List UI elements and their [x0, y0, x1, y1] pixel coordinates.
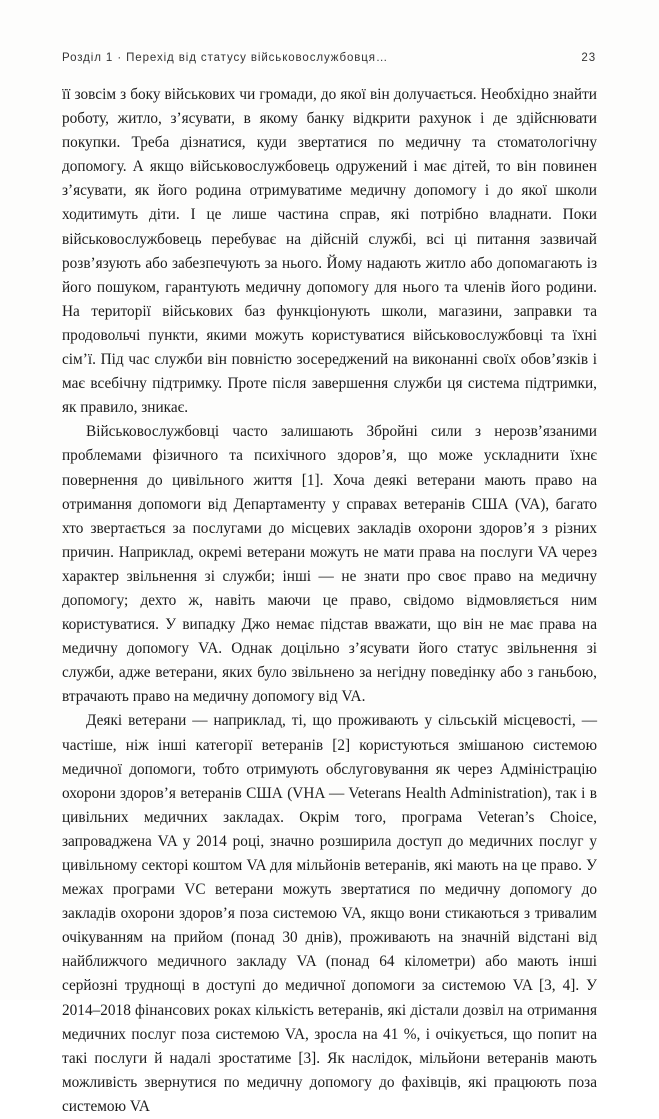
chapter-title: Розділ 1 · Перехід від статусу військовослужбовця…: [62, 52, 389, 64]
page-number: 23: [581, 52, 596, 64]
body-text: [62, 83, 597, 1119]
running-header: [62, 52, 596, 70]
paragraph: Деякі ветерани — наприклад, ті, що проживають у сільській місцевості, — частіше, ніж інші категорії ветеранів [2] користуються змішаною системою медичної допомоги, тобто отримують обслуговування як через Адміністрацію охорони здоров’я ветеранів США (VHA — Veterans Health Administration), так і в цивільних медичних закладах. Окрім того, програма Veteran’s Choice, запроваджена VA у 2014 році, значно розширила доступ до медичних послуг у цивільному секторі коштом VA для мільйонів ветеранів, які мають на це право. У межах програми VC ветерани можуть звертатися по медичну допомогу до закладів охорони здоров’я поза системою VA, якщо вони стикаються з тривалим очікуванням на прийом (понад 30 днів), проживають на значній відстані від найближчого медичного закладу VA (понад 64 кілометри) або мають інші серйозні труднощі в доступі до медичної допомоги за системою VA [3, 4]. У 2014–2018 фінансових роках кількість ветеранів, які дістали дозвіл на отримання медичних послуг поза системою VA, зросла на 41 %, і очікується, що попит на такі послуги й надалі зростатиме [3]. Як наслідок, мільйони ветеранів мають можливість звернутися по медичну допомогу до фахівців, які працюють поза системою VA: [62, 712, 597, 1115]
paragraph-continued: її зовсім з боку військових чи громади, до якої він долучається. Необхідно знайти роботу, житло, з’ясувати, в якому банку відкрити рахунок і де здійснювати покупки. Треба дізнатися, куди звертатися по медичну та стоматологічну допомогу. А якщо військовослужбовець одружений і має дітей, то він повинен з’ясувати, як його родина отримуватиме медичну допомогу і до якої школи ходитимуть діти. І це лише частина справ, які потрібно владнати. Поки військовослужбовець перебуває на дійсній службі, всі ці питання зазвичай розв’язують або забезпечують за нього. Йому надають житло або допомагають із його пошуком, гарантують медичну допомогу для нього та членів його родини. На території військових баз функціонують школи, магазини, заправки та продовольчі пункти, якими можуть користуватися військовослужбовці та їхні сім’ї. Під час служби він повністю зосереджений на виконанні своїх обов’язків і має всебічну підтримку. Проте після завершення служби ця система підтримки, як правило, зникає.: [62, 86, 597, 417]
paragraph: Військовослужбовці часто залишають Збройні сили з нерозв’язаними проблемами фізичного та психічного здоров’я, що може ускладнити їхнє повернення до цивільного життя [1]. Хоча деякі ветерани мають право на отримання допомоги від Департаменту у справах ветеранів США (VA), багато хто звертається за послугами до місцевих закладів охорони здоров’я з різних причин. Наприклад, окремі ветерани можуть не мати права на послуги VA через характер звільнення зі служби; інші — не знати про своє право на медичну допомогу; дехто ж, навіть маючи це право, свідомо відмовляється ним користуватися. У випадку Джо немає підстав вважати, що він не має права на медичну допомогу VA. Однак доцільно з’ясувати його статус звільнення зі служби, адже ветерани, яких було звільнено за негідну поведінку або з ганьбою, втрачають право на медичну допомогу від VA.: [62, 423, 597, 706]
